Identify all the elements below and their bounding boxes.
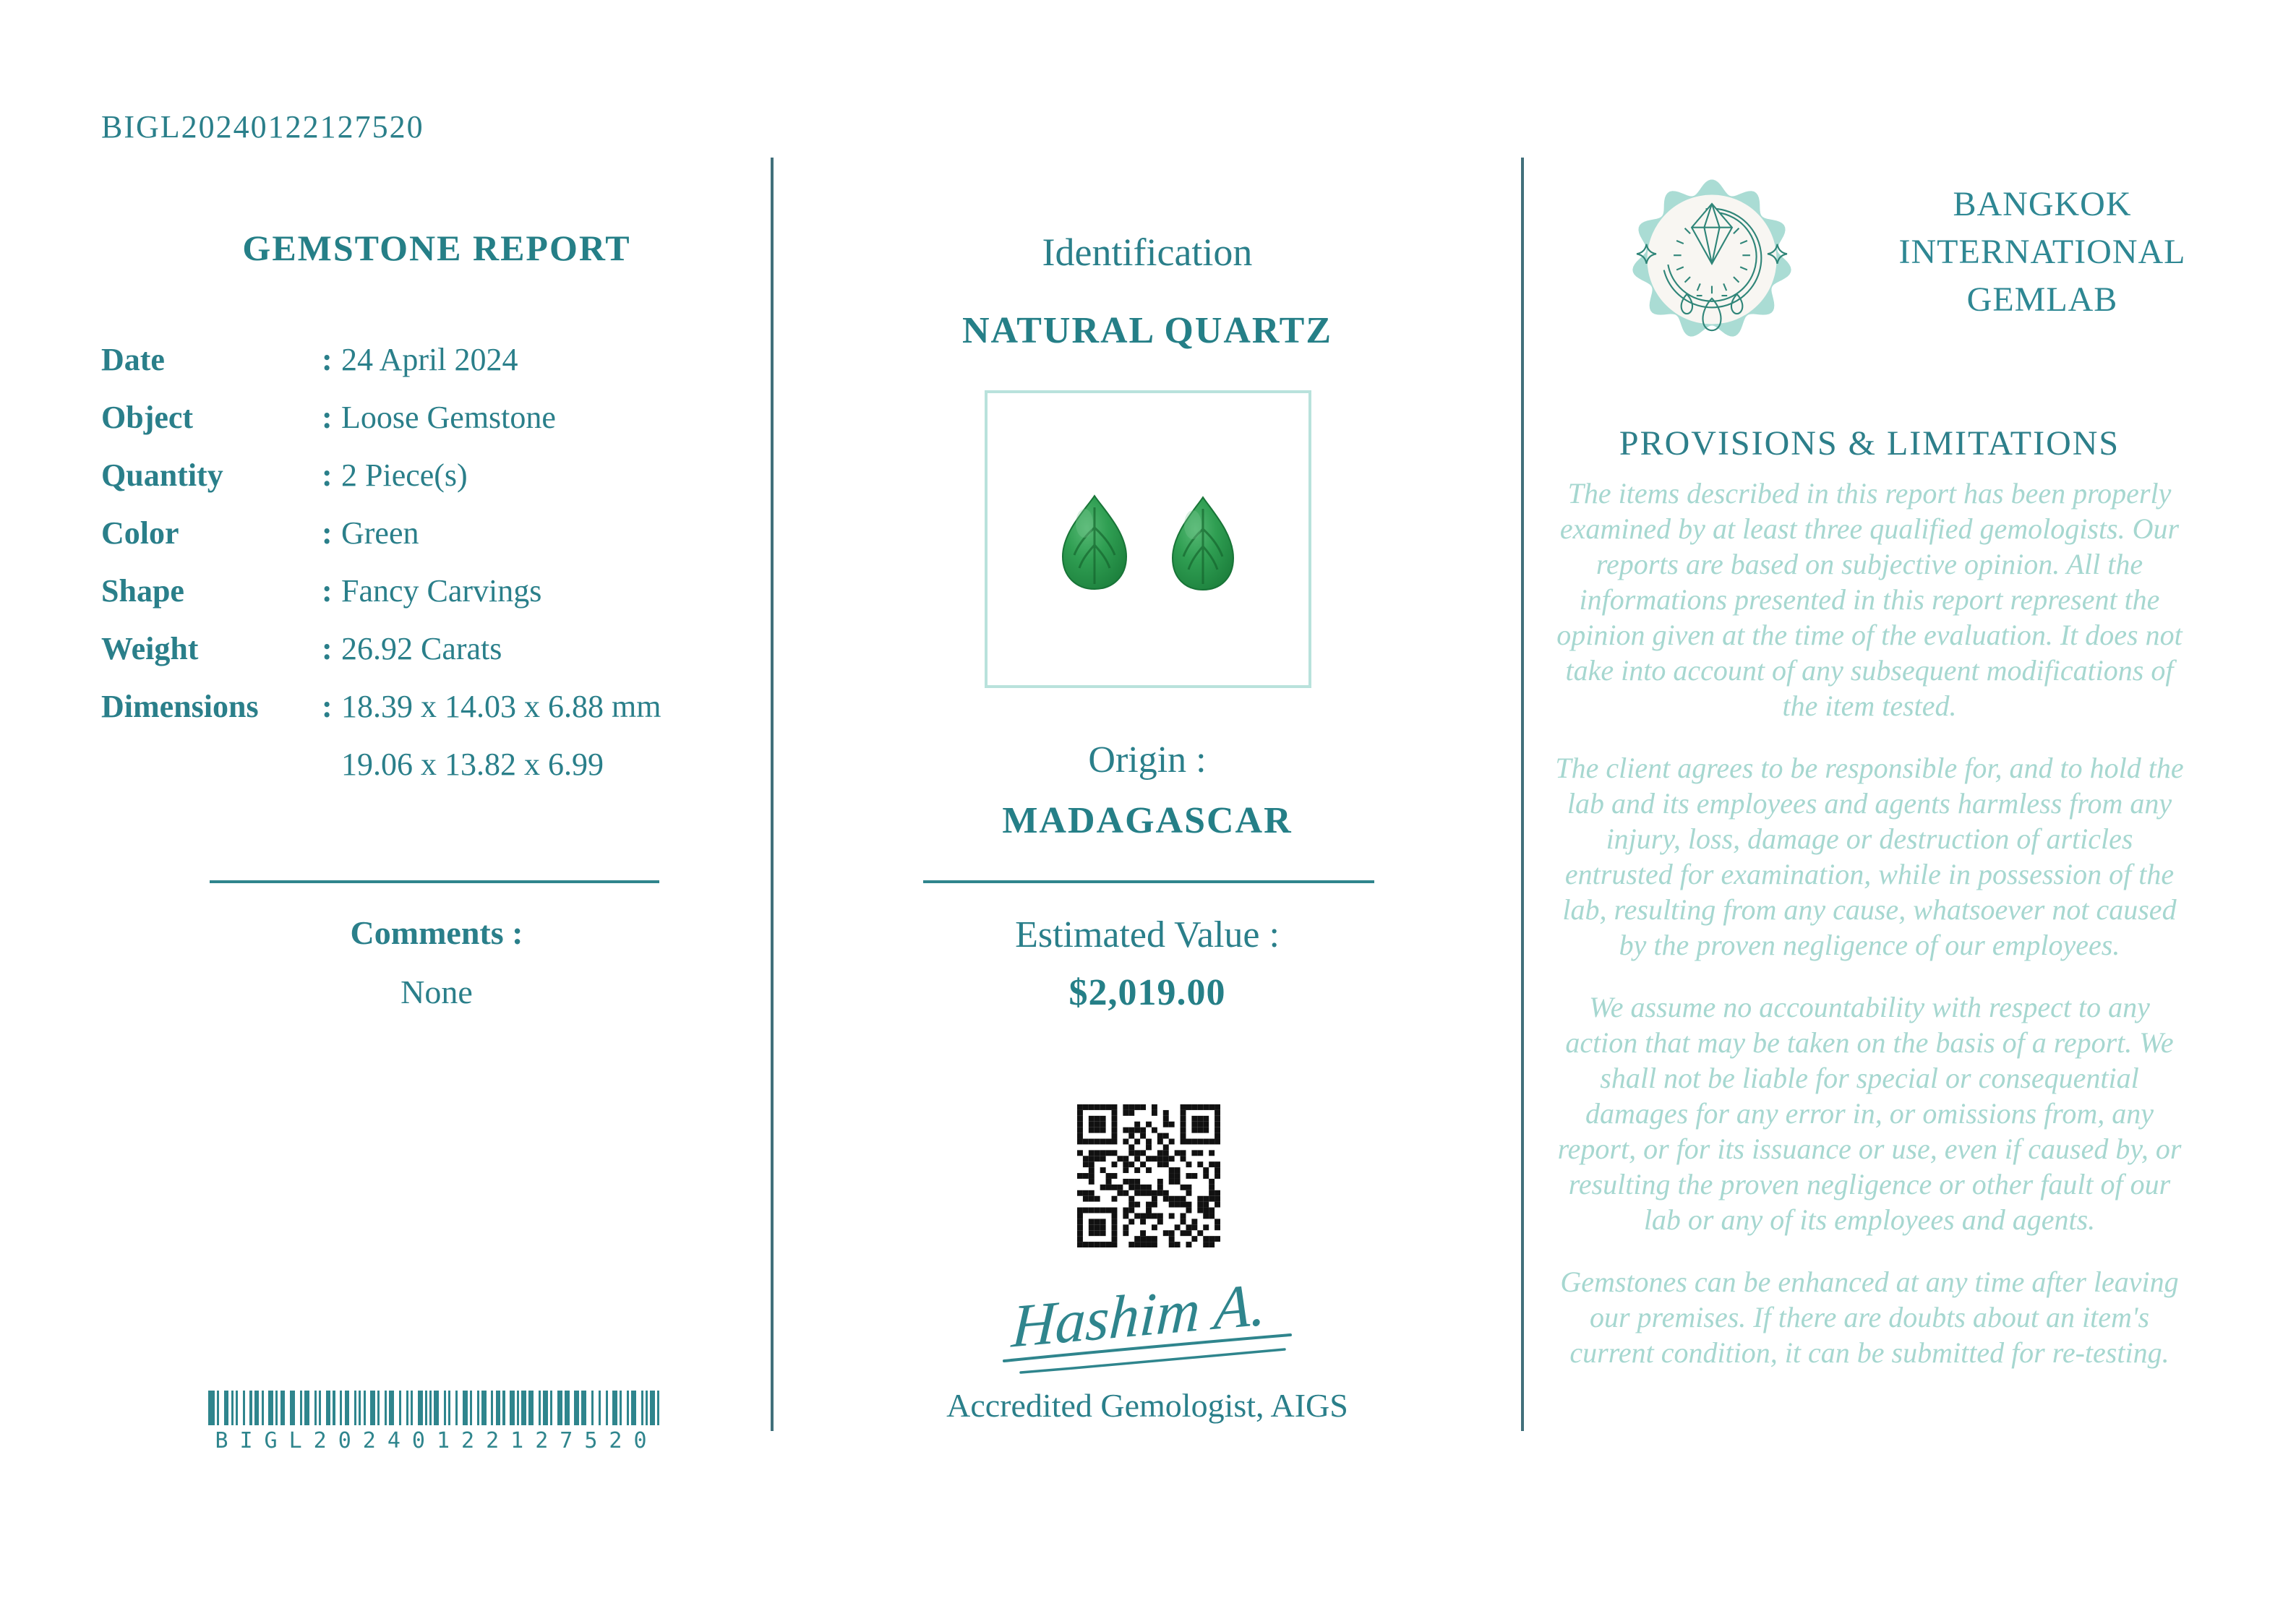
- lab-name-line1: BANGKOK: [1953, 185, 2132, 223]
- gemstones-image: [988, 393, 1308, 685]
- gem-left: [1063, 496, 1126, 589]
- qr-code-image: [1077, 1104, 1220, 1247]
- field-value-line2: 19.06 x 13.82 x 6.99: [341, 747, 604, 782]
- field-label: Color: [101, 515, 179, 551]
- lab-name: [1836, 181, 2248, 324]
- field-row-dimensions-2: [101, 746, 772, 804]
- field-value: 26.92 Carats: [341, 631, 502, 666]
- field-row-weight: [101, 630, 772, 688]
- lab-name-line3: GEMLAB: [1966, 280, 2118, 319]
- field-label: Date: [101, 342, 165, 377]
- lab-name-line2: INTERNATIONAL: [1898, 233, 2186, 271]
- identification-result: NATURAL QUARTZ: [961, 310, 1333, 351]
- provisions-paragraph-3: We assume no accountability with respect to any action that may be taken on the basis of a report. We shall not be liable for special or consequential damages for any error in, or omissions from, any report, or for its issuance or use, even if caused by, or resulting the proven negligence or other fault of our lab or any of its employees and agents.: [1557, 991, 2182, 1236]
- field-row-dimensions: [101, 688, 772, 746]
- provisions-text: [1551, 476, 2188, 1397]
- qr-code: [1077, 1104, 1220, 1247]
- report-fields-table: [101, 341, 772, 804]
- field-colon: :: [322, 400, 333, 435]
- field-label: Shape: [101, 573, 184, 609]
- field-colon: :: [322, 342, 333, 377]
- left-column-divider: [210, 880, 659, 883]
- barcode: [208, 1391, 665, 1453]
- field-row-color: [101, 515, 772, 572]
- identification-heading: Identification: [1042, 231, 1253, 274]
- report-title: GEMSTONE REPORT: [242, 228, 631, 268]
- barcode-text: BIGL20240122127520: [215, 1428, 659, 1453]
- field-row-object: [101, 399, 772, 457]
- middle-column-divider: [923, 880, 1374, 883]
- comments-value: None: [400, 974, 473, 1010]
- estimated-value-label: Estimated Value :: [1015, 914, 1280, 955]
- origin-value: MADAGASCAR: [1002, 800, 1293, 841]
- gemstone-photo: [985, 390, 1311, 688]
- field-value: Loose Gemstone: [341, 400, 556, 435]
- signature-icon: [981, 1268, 1314, 1395]
- field-value: 18.39 x 14.03 x 6.88 mm: [341, 689, 661, 724]
- signatory-title: Accredited Gemologist, AIGS: [946, 1387, 1348, 1424]
- provisions-paragraph-4: Gemstones can be enhanced at any time after leaving our premises. If there are doubts about an item's current condition, it can be submitted for re-testing.: [1560, 1266, 2179, 1369]
- provisions-heading: PROVISIONS & LIMITATIONS: [1619, 424, 2120, 463]
- field-row-shape: [101, 572, 772, 630]
- comments-label: Comments :: [350, 914, 523, 951]
- field-value: 24 April 2024: [341, 342, 518, 377]
- gemlab-logo-icon: [1628, 166, 1796, 353]
- provisions-paragraph-2: The client agrees to be responsible for, and to hold the lab and its employees and agents harmless from any injury, loss, damage or destruction of articles entrusted for examination, while in possession of the lab, resulting from any cause, whatsoever not caused by the proven negligence of our employees.: [1555, 752, 2184, 961]
- gem-right: [1173, 497, 1233, 590]
- origin-label: Origin :: [1088, 739, 1207, 781]
- field-colon: :: [322, 457, 333, 493]
- gemologist-signature: [981, 1268, 1314, 1395]
- field-label: Weight: [101, 631, 199, 666]
- field-value: Fancy Carvings: [341, 573, 542, 609]
- gemlab-badge-icon: [1628, 166, 1796, 353]
- field-colon: :: [322, 515, 333, 551]
- field-label: Quantity: [101, 457, 223, 493]
- field-label: Dimensions: [101, 689, 259, 724]
- field-value: Green: [341, 515, 419, 551]
- provisions-paragraph-1: The items described in this report has been properly examined by at least three qualified gemologists. Our reports are based on subjective opinion. All the informations presented in this report represent the opinion given at the time of the evaluation. It does not take into account of any subsequent modifications of the item tested.: [1556, 477, 2183, 722]
- column-divider-right: [1521, 158, 1524, 1431]
- report-number: BIGL20240122127520: [101, 109, 424, 145]
- field-colon: :: [322, 689, 333, 724]
- field-colon: :: [322, 631, 333, 666]
- field-row-date: [101, 341, 772, 399]
- field-colon: :: [322, 573, 333, 609]
- barcode-bars: [208, 1391, 665, 1425]
- field-value: 2 Piece(s): [341, 457, 468, 493]
- field-label: Object: [101, 400, 194, 435]
- estimated-value: $2,019.00: [1068, 972, 1226, 1013]
- signature-name: Hashim A.: [1010, 1271, 1268, 1361]
- field-row-quantity: [101, 457, 772, 515]
